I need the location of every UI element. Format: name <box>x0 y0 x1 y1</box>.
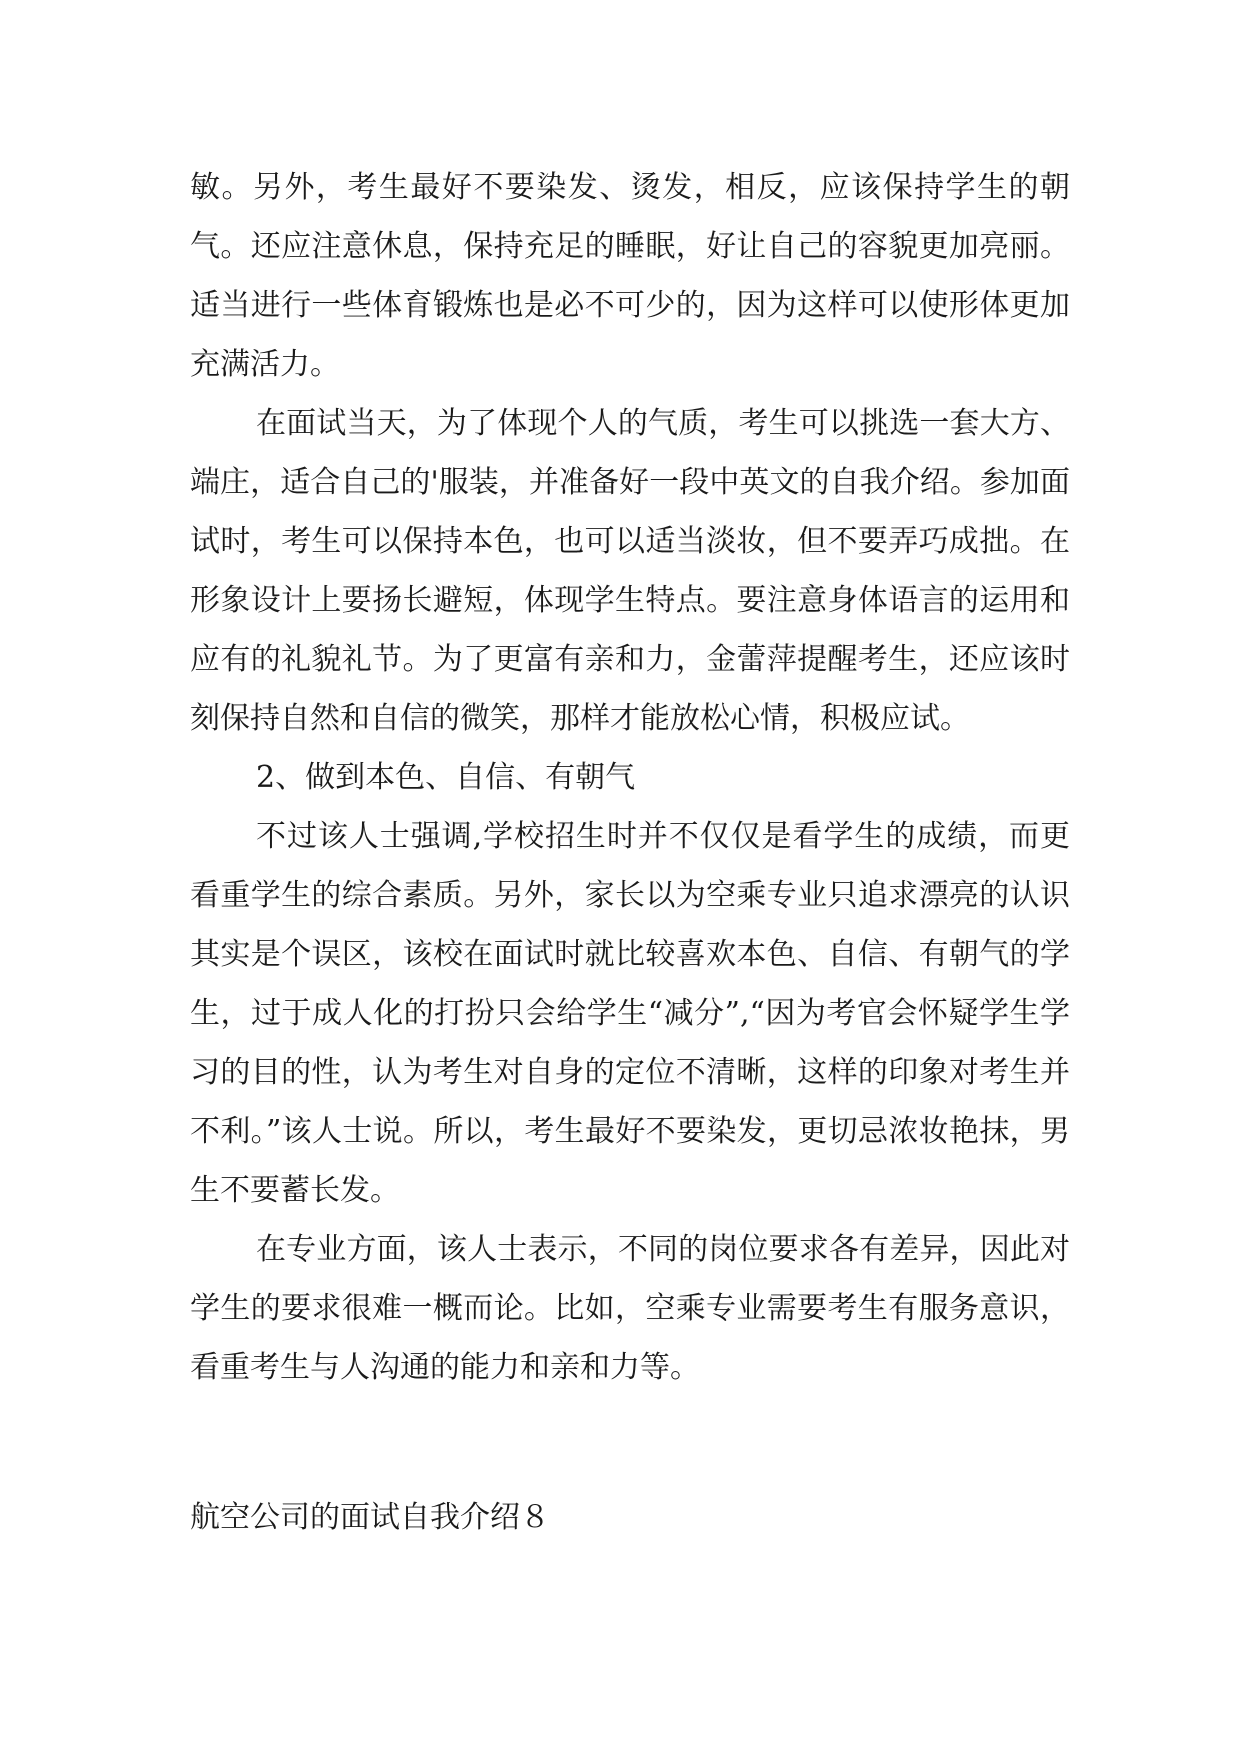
paragraph-overall-quality: 不过该人士强调,学校招生时并不仅仅是看学生的成绩，而更看重学生的综合素质。另外，家长以为空乘专业只追求漂亮的认识其实是个误区，该校在面试时就比较喜欢本色、自信、有朝气的学生，过于成人化的打扮只会给学生“减分”,“因为考官会怀疑学生学习的目的性，认为考生对自身的定位不清晰，这样的印象对考生并不利。”该人士说。所以，考生最好不要染发，更切忌浓妆艳抹，男生不要蓄长发。 <box>190 819 1070 1208</box>
paragraph-interview-day: 在面试当天，为了体现个人的气质，考生可以挑选一套大方、端庄，适合自己的'服装，并准备好一段中英文的自我介绍。参加面试时，考生可以保持本色，也可以适当淡妆，但不要弄巧成拙。在形象设计上要扬长避短，体现学生特点。要注意身体语言的运用和应有的礼貌礼节。为了更富有亲和力，金蕾萍提醒考生，还应该时刻保持自然和自信的微笑，那样才能放松心情，积极应试。 <box>190 406 1070 736</box>
subheading-be-natural: 2、做到本色、自信、有朝气 <box>256 760 636 795</box>
paragraph-continuation: 敏。另外，考生最好不要染发、烫发，相反，应该保持学生的朝气。还应注意休息，保持充足的睡眠，好让自己的容貌更加亮丽。适当进行一些体育锻炼也是必不可少的，因为这样可以使形体更加充满活力。 <box>190 170 1070 382</box>
section-title: 航空公司的面试自我介绍８ <box>190 1500 550 1535</box>
paragraph-professional-aspects: 在专业方面，该人士表示，不同的岗位要求各有差异，因此对学生的要求很难一概而论。比如，空乘专业需要考生有服务意识，看重考生与人沟通的能力和亲和力等。 <box>190 1232 1070 1385</box>
document-body <box>190 158 1070 1397</box>
